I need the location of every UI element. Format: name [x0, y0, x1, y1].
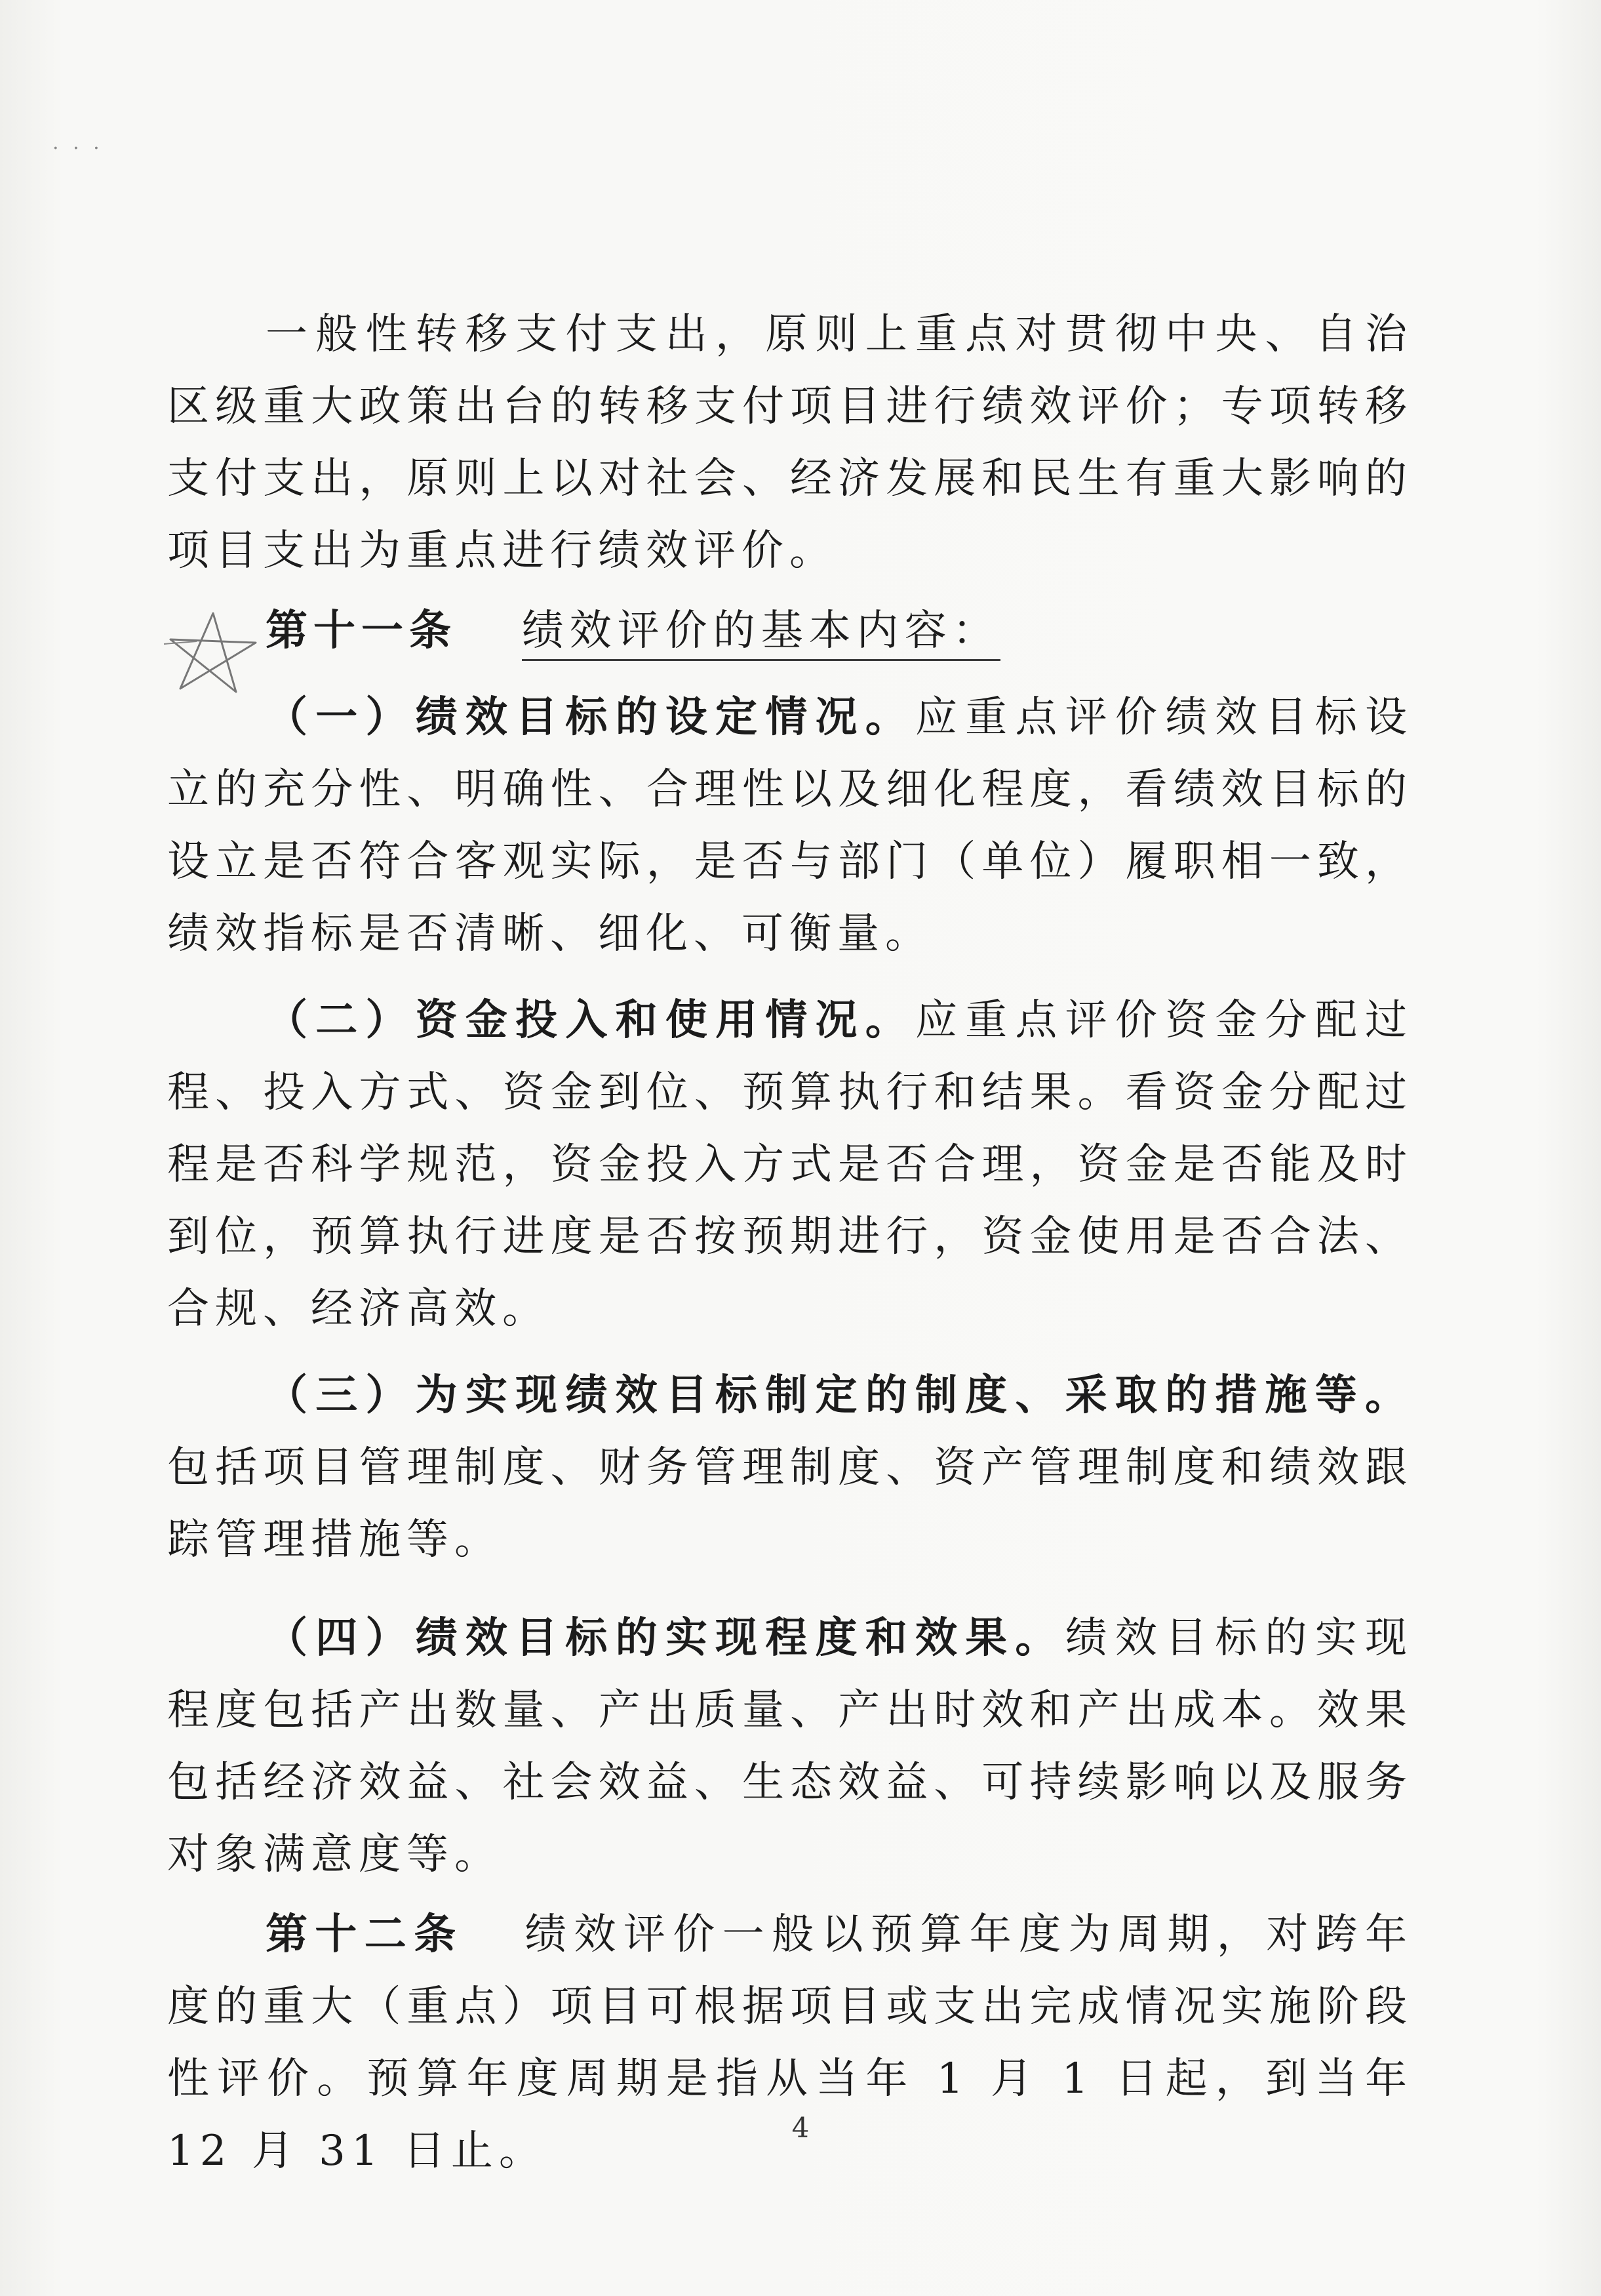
article-12-paragraph: 第十二条 绩效评价一般以预算年度为周期，对跨年度的重大（重点）项目可根据项目或支出完成情况实施阶段性评价。预算年度周期是指从当年 1 月 1 日起，到当年 12 月 31 日止。 — [167, 1910, 1413, 2175]
item-4-paragraph: （四）绩效目标的实现程度和效果。绩效目标的实现程度包括产出数量、产出质量、产出时效和产出成本。效果包括经济效益、社会效益、生态效益、可持续影响以及服务对象满意度等。 — [167, 1613, 1413, 1879]
item-3-paragraph: （三）为实现绩效目标制定的制度、采取的措施等。包括项目管理制度、财务管理制度、资产管理制度和绩效跟踪管理措施等。 — [167, 1371, 1413, 1564]
article-11-heading: 第十一条 绩效评价的基本内容： — [167, 595, 1413, 667]
page-number: 4 — [791, 2112, 810, 2144]
body-text — [167, 298, 1413, 2187]
scan-mark: . . . — [52, 131, 104, 154]
paragraph-transfer-payments: 一般性转移支付支出，原则上重点对贯彻中央、自治区级重大政策出台的转移支付项目进行绩效评价；专项转移支付支出，原则上以对社会、经济发展和民生有重大影响的项目支出为重点进行绩效评价。 — [167, 310, 1413, 575]
item-1-paragraph: （一）绩效目标的设定情况。应重点评价绩效目标设立的充分性、明确性、合理性以及细化程度，看绩效目标的设立是否符合客观实际，是否与部门（单位）履职相一致，绩效指标是否清晰、细化、可衡量。 — [167, 693, 1413, 958]
item-2-paragraph: （二）资金投入和使用情况。应重点评价资金分配过程、投入方式、资金到位、预算执行和结果。看资金分配过程是否科学规范，资金投入方式是否合理，资金是否能及时到位，预算执行进度是否按预期进行，资金使用是否合法、合规、经济高效。 — [167, 996, 1413, 1333]
